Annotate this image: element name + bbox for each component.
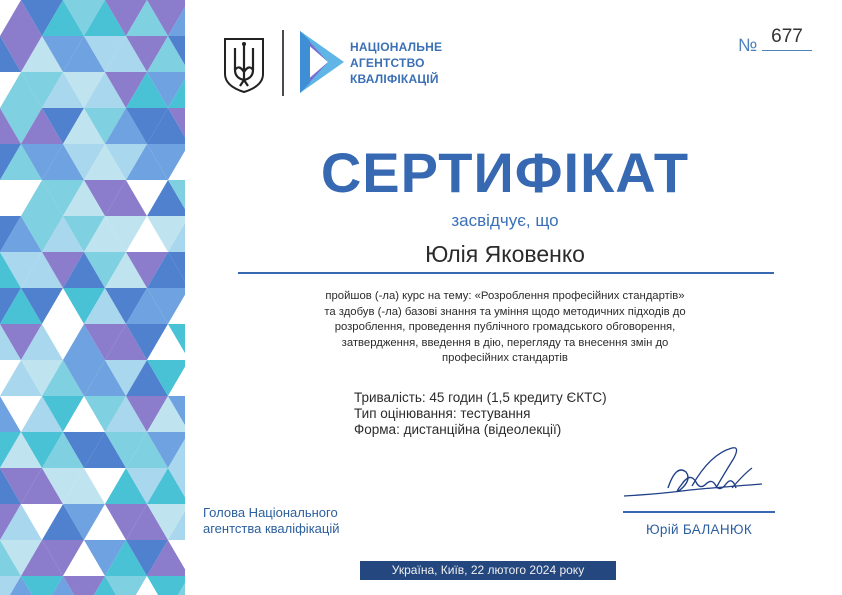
recipient-name: Юлія Яковенко (425, 241, 585, 267)
signatory-title-line: агентства кваліфікацій (203, 521, 340, 536)
decorative-triangle-pattern (0, 0, 185, 595)
course-description (255, 289, 755, 367)
course-line: затвердження, введення в дію, перегляду та внесення змін до (341, 336, 669, 349)
course-line: та здобув (-ла) базові знання та уміння щодо методичних підходів до (324, 305, 686, 318)
signature-line (623, 511, 775, 513)
nak-logo-chevron-icon (298, 29, 346, 95)
detail-format: Форма: дистанційна (відеолекції) (354, 422, 562, 437)
agency-name-line: КВАЛІФІКАЦІЙ (350, 72, 439, 86)
trident-coat-of-arms-icon (222, 36, 266, 94)
handwritten-signature-icon (620, 444, 770, 504)
number-sign: № (738, 35, 758, 55)
certificate-title: СЕРТИФІКАТ (320, 141, 690, 204)
course-line: професійних стандартів (442, 352, 568, 365)
course-line: пройшов (-ла) курс на тему: «Розроблення професійних стандартів» (325, 290, 685, 302)
signatory-title (203, 505, 403, 537)
place-date-bar (360, 561, 616, 580)
course-line: розроблення, проведення публічного громадського обговорення, (334, 321, 676, 334)
place-date-text: Україна, Київ, 22 лютого 2024 року (391, 563, 585, 577)
number-value: 677 (762, 26, 812, 51)
attests-text: засвідчує, що (451, 211, 559, 230)
recipient-underline (238, 272, 774, 274)
course-details (354, 390, 734, 438)
agency-name (350, 39, 480, 87)
detail-assessment: Тип оцінювання: тестування (354, 406, 531, 421)
signatory-name: Юрій БАЛАНЮК (645, 522, 753, 537)
logo-divider (282, 30, 284, 96)
detail-duration: Тривалість: 45 годин (1,5 кредиту ЄКТС) (354, 390, 607, 405)
signatory-title-line: Голова Національного (203, 505, 338, 520)
agency-name-line: АГЕНТСТВО (350, 56, 425, 70)
agency-name-line: НАЦІОНАЛЬНЕ (350, 40, 443, 54)
